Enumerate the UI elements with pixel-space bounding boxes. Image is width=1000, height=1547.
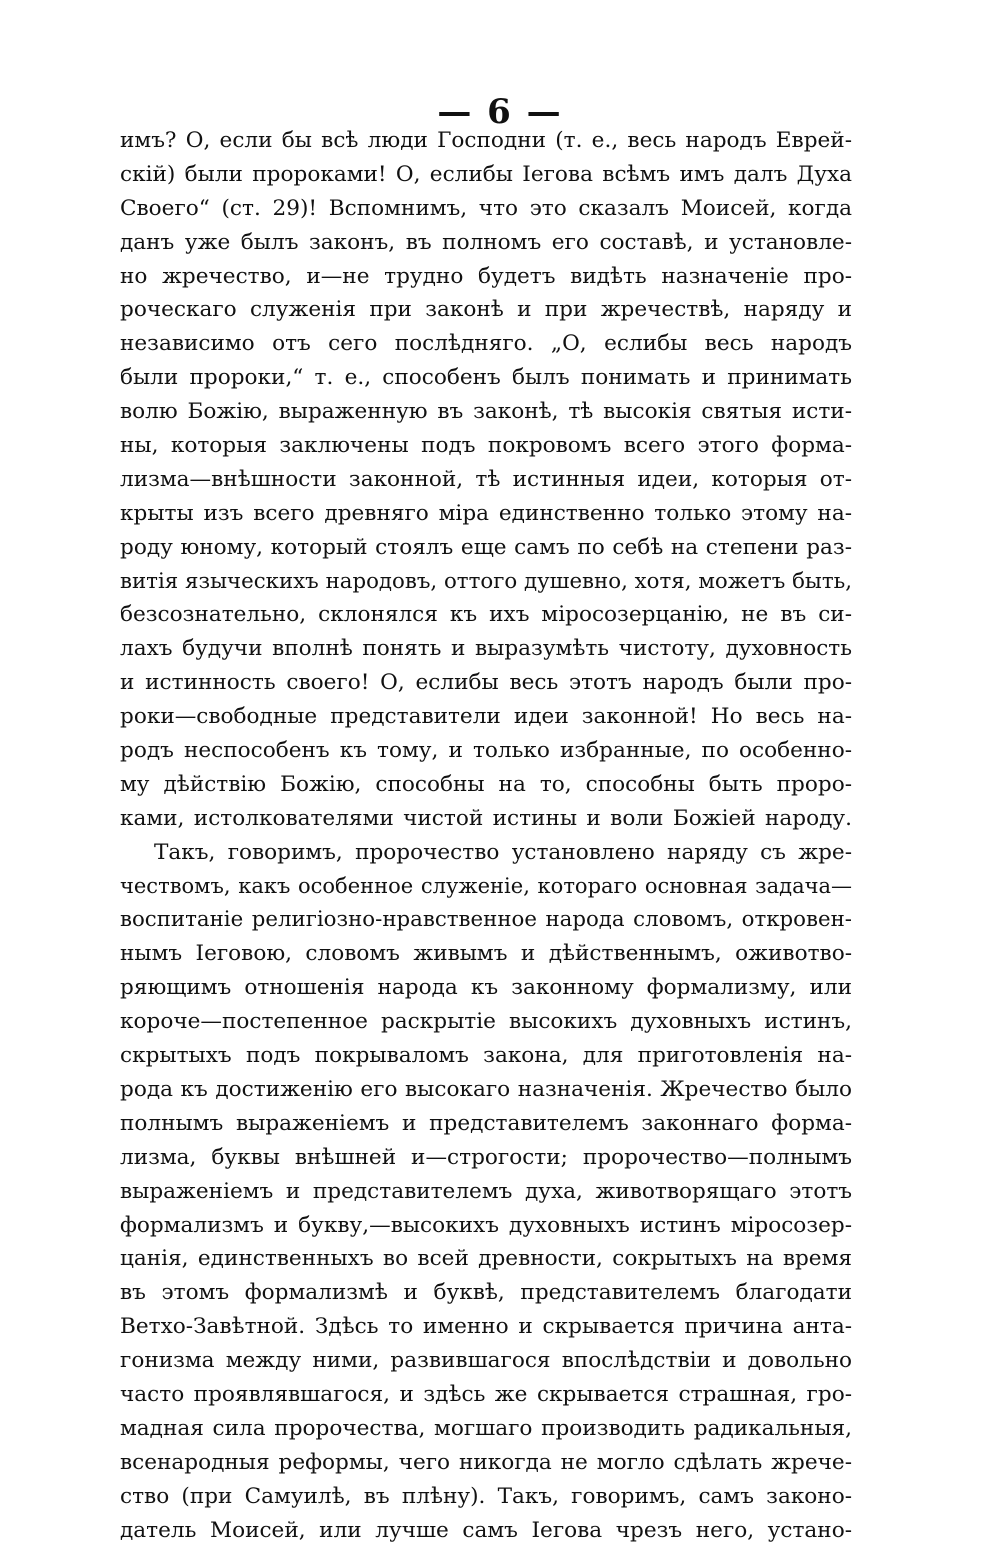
text-line: данъ уже былъ законъ, въ полномъ его составѣ, и установле- — [120, 229, 852, 255]
text-line: воспитаніе религіозно-нравственное народа словомъ, откровен- — [120, 907, 852, 933]
text-line: безсознательно, склонялся къ ихъ міросозерцанію, не въ си- — [120, 602, 852, 628]
text-line: Своего“ (ст. 29)! Вспомнимъ, что это сказалъ Моисей, когда — [120, 195, 852, 221]
text-line: были пророки,“ т. е., способенъ былъ понимать и принимать — [120, 365, 852, 391]
text-line: и истинность своего! О, еслибы весь этотъ народъ были про- — [120, 670, 852, 696]
text-line: волю Божію, выраженную въ законѣ, тѣ высокія святыя исти- — [120, 399, 852, 425]
text-line: датель Моисей, или лучше самъ Іегова чрезъ него, устано- — [120, 1517, 852, 1543]
text-line: полнымъ выраженіемъ и представителемъ законнаго форма- — [120, 1110, 852, 1136]
text-line: Такъ, говоримъ, пророчество установлено наряду съ жре- — [154, 839, 852, 865]
text-line: лахъ будучи вполнѣ понять и выразумѣть чистоту, духовность — [120, 636, 852, 662]
text-line: ны, которыя заключены подъ покровомъ всего этого форма- — [120, 433, 852, 459]
text-line: крыты изъ всего древняго міра единственно только этому на- — [120, 500, 852, 526]
text-line: лизма, буквы внѣшней и—строгости; пророчество—полнымъ — [120, 1144, 852, 1170]
page-number: — 6 — — [437, 92, 563, 132]
text-line: выраженіемъ и представителемъ духа, животворящаго этотъ — [120, 1178, 852, 1204]
text-line: роки—свободные представители идеи законной! Но весь на- — [120, 704, 852, 730]
text-line: формализмъ и букву,—высокихъ духовныхъ истинъ міросозер- — [120, 1212, 852, 1238]
text-line: независимо отъ сего послѣдняго. „О, еслибы весь народъ — [120, 331, 852, 357]
text-line: гонизма между ними, развившагося впослѣдствіи и довольно — [120, 1348, 852, 1374]
text-line: рода къ достиженію его высокаго назначенія. Жречество было — [120, 1076, 852, 1102]
text-line: витія языческихъ народовъ, оттого душевно, хотя, можетъ быть, — [120, 568, 852, 594]
text-line: родъ неспособенъ къ тому, и только избранные, по особенно- — [120, 738, 852, 764]
text-line: Ветхо-Завѣтной. Здѣсь то именно и скрывается причина анта- — [120, 1314, 852, 1340]
text-line: всенародныя реформы, чего никогда не могло сдѣлать жрече- — [120, 1449, 852, 1475]
text-line: скій) были пророками! О, еслибы Іегова всѣмъ имъ далъ Духа — [120, 161, 852, 187]
text-line: роду юному, который стоялъ еще самъ по себѣ на степени раз- — [120, 534, 852, 560]
text-line: му дѣйствію Божію, способны на то, способны быть проро- — [120, 771, 852, 797]
text-line: мадная сила пророчества, могшаго производить радикальныя, — [120, 1415, 852, 1441]
text-line: ряющимъ отношенія народа къ законному формализму, или — [120, 975, 852, 1001]
text-line: чествомъ, какъ особенное служеніе, котораго основная задача— — [120, 873, 852, 898]
text-line: роческаго служенія при законѣ и при жречествѣ, наряду и — [120, 297, 852, 323]
body-text — [120, 124, 852, 1547]
text-line: лизма—внѣшности законной, тѣ истинныя идеи, которыя от- — [120, 466, 852, 492]
text-line: цанія, единственныхъ во всей древности, сокрытыхъ на время — [120, 1246, 852, 1272]
text-line: нымъ Іеговою, словомъ живымъ и дѣйственнымъ, оживотво- — [120, 941, 852, 967]
text-line: скрытыхъ подъ покрываломъ закона, для приготовленія на- — [120, 1043, 852, 1069]
text-line: имъ? О, если бы всѣ люди Господни (т. е., весь народъ Еврей- — [120, 128, 852, 153]
text-line: ство (при Самуилѣ, въ плѣну). Такъ, говоримъ, самъ законо- — [120, 1483, 852, 1509]
text-line: короче—постепенное раскрытіе высокихъ духовныхъ истинъ, — [120, 1009, 852, 1035]
text-line: въ этомъ формализмѣ и буквѣ, представителемъ благодати — [120, 1280, 852, 1306]
text-line: часто проявлявшагося, и здѣсь же скрывается страшная, гро- — [120, 1381, 852, 1407]
text-line: но жречество, и—не трудно будетъ видѣть назначеніе про- — [120, 263, 852, 289]
text-line: ками, истолкователями чистой истины и воли Божіей народу. — [120, 805, 852, 831]
